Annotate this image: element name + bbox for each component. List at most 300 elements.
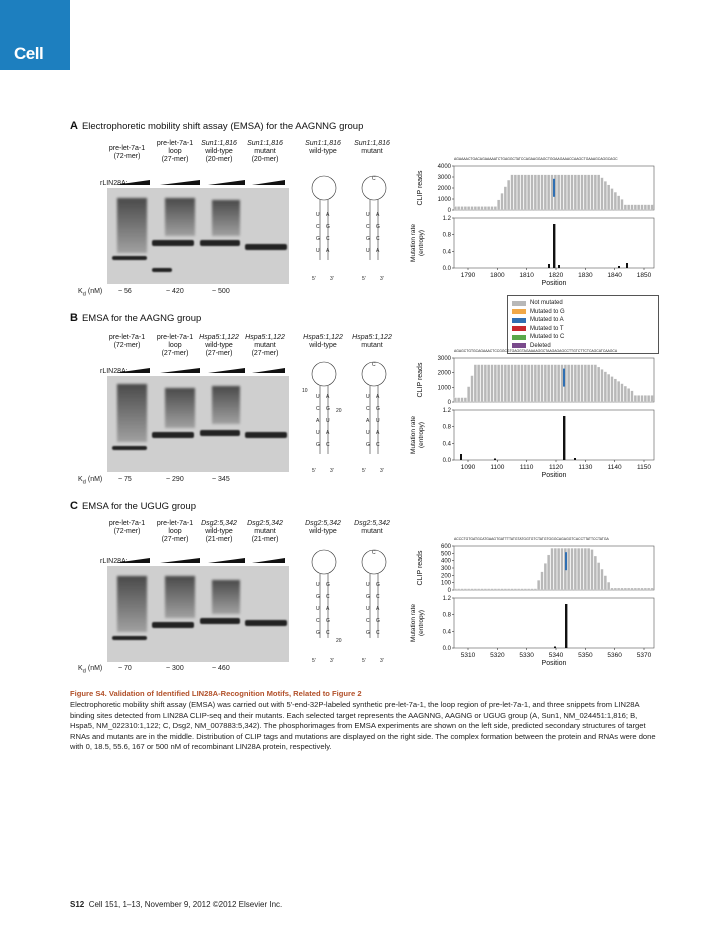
coverage-bar bbox=[507, 180, 510, 210]
coverage-bar bbox=[574, 365, 577, 402]
panel-b-lane-3-label: Hspa5:1,122 wild-type (27-mer) bbox=[199, 334, 239, 357]
coverage-bar bbox=[527, 365, 530, 402]
coverage-bar bbox=[544, 175, 547, 210]
coverage-bar bbox=[624, 588, 627, 590]
svg-text:3′: 3′ bbox=[380, 468, 384, 474]
x-tick-label: 1850 bbox=[636, 272, 652, 279]
mut-y-axis-label: Mutation rate bbox=[410, 224, 417, 262]
mut-y-axis-label: Mutation rate bbox=[410, 416, 417, 454]
coverage-bar bbox=[577, 175, 580, 210]
x-axis-label: Position bbox=[541, 280, 567, 287]
coverage-bar bbox=[551, 548, 554, 590]
coverage-bar bbox=[644, 205, 647, 210]
coverage-bar bbox=[567, 365, 570, 402]
coverage-bar bbox=[624, 386, 627, 402]
coverage-bar bbox=[511, 589, 514, 590]
svg-text:U: U bbox=[316, 212, 320, 218]
coverage-bar bbox=[617, 381, 620, 402]
legend-item-deleted: Deleted bbox=[512, 342, 584, 350]
coverage-bar bbox=[497, 365, 500, 402]
clip-y-tick-label: 1000 bbox=[437, 385, 451, 392]
svg-text:C: C bbox=[376, 630, 380, 636]
mut-y-tick-label: 0.4 bbox=[442, 441, 451, 448]
mut-y-axis-sublabel: (entropy) bbox=[418, 229, 425, 257]
mutation-bar bbox=[460, 454, 462, 460]
panel-a-concentration-wedges bbox=[110, 180, 285, 185]
coverage-bar bbox=[601, 369, 604, 402]
svg-text:3′: 3′ bbox=[330, 276, 334, 282]
mut-y-tick-label: 0.4 bbox=[442, 249, 451, 256]
coverage-bar bbox=[474, 206, 477, 210]
sequence-text: AGAGCTGTGCAGAAACTCCGGCGTGAGGTAGAAAAGGCTAAGAGAGCCTTGTCTTCTCAGCATCAAGCA bbox=[454, 349, 618, 353]
svg-text:G: G bbox=[366, 594, 370, 600]
legend-item-not-mutated: Not mutated bbox=[512, 299, 584, 307]
panel-c-kd-value-2: ~ 300 bbox=[166, 665, 184, 672]
clip-y-axis-label: CLIP reads bbox=[417, 170, 424, 206]
clip-y-axis-label: CLIP reads bbox=[417, 362, 424, 398]
panel-a-lane-1-label: pre-let-7a-1 (72-mer) bbox=[108, 145, 146, 160]
clip-y-tick-label: 0 bbox=[447, 400, 451, 406]
mutation-peak bbox=[565, 604, 567, 648]
mutation-bar bbox=[548, 264, 550, 268]
coverage-bar bbox=[567, 548, 570, 590]
x-tick-label: 1840 bbox=[607, 272, 622, 279]
coverage-bar bbox=[651, 395, 654, 402]
svg-text:A: A bbox=[376, 248, 380, 254]
coverage-bar bbox=[501, 589, 504, 590]
coverage-bar bbox=[497, 200, 500, 210]
coverage-bar bbox=[561, 175, 564, 210]
mutation-bar bbox=[494, 459, 496, 461]
coverage-bar bbox=[517, 175, 520, 210]
coverage-bar bbox=[644, 588, 647, 590]
sequence-text: AGAAAACTGACAGAAAAATCTGAGGCTATCCAGAAGGAGCTGGAAGAAACCAAGCTGAAAGCAGGCAGC bbox=[454, 157, 618, 161]
coverage-bar bbox=[547, 555, 550, 590]
coverage-bar bbox=[471, 589, 474, 590]
journal-logo-text: Cell bbox=[14, 44, 44, 63]
svg-text:C: C bbox=[372, 550, 376, 556]
svg-text:C: C bbox=[316, 224, 320, 230]
coverage-bar bbox=[641, 395, 644, 402]
panel-c-structure-2-label: Dsg2:5,342 mutant bbox=[354, 520, 390, 535]
coverage-bar bbox=[581, 365, 584, 402]
coverage-bar bbox=[627, 388, 630, 402]
x-tick-label: 1830 bbox=[578, 272, 593, 279]
svg-text:3′: 3′ bbox=[330, 658, 334, 664]
coverage-bar bbox=[551, 175, 554, 210]
mutation-bar bbox=[574, 458, 576, 460]
coverage-bar bbox=[554, 365, 557, 402]
coverage-bar bbox=[577, 548, 580, 590]
svg-text:A: A bbox=[326, 606, 330, 612]
svg-text:C: C bbox=[376, 442, 380, 448]
svg-text:A: A bbox=[326, 212, 330, 218]
coverage-bar bbox=[621, 384, 624, 402]
coverage-bar bbox=[471, 206, 474, 210]
coverage-bar bbox=[547, 365, 550, 402]
coverage-bar bbox=[457, 589, 460, 590]
svg-text:C: C bbox=[372, 362, 376, 368]
coverage-bar bbox=[547, 175, 550, 210]
coverage-bar bbox=[524, 589, 527, 590]
clip-y-tick-label: 600 bbox=[440, 544, 451, 550]
clip-y-tick-label: 1000 bbox=[437, 197, 451, 203]
coverage-bar bbox=[581, 175, 584, 210]
coverage-bar bbox=[607, 582, 610, 590]
coverage-bar bbox=[637, 395, 640, 402]
panel-c-lane-2-label: pre-let-7a-1 loop (27-mer) bbox=[156, 520, 194, 543]
coverage-bar bbox=[481, 589, 484, 590]
coverage-bar bbox=[561, 548, 564, 590]
svg-text:G: G bbox=[316, 236, 320, 242]
svg-text:U: U bbox=[316, 582, 320, 588]
coverage-bar bbox=[537, 580, 540, 590]
coverage-bar bbox=[591, 550, 594, 590]
clip-y-tick-label: 300 bbox=[440, 566, 451, 572]
panel-c-gel-image bbox=[107, 566, 289, 662]
coverage-bar bbox=[511, 365, 514, 402]
svg-text:G: G bbox=[376, 406, 380, 412]
svg-text:G: G bbox=[326, 618, 330, 624]
svg-text:C: C bbox=[366, 618, 370, 624]
coverage-bar bbox=[517, 589, 520, 590]
coverage-bar bbox=[631, 205, 634, 210]
legend-item-mutated-to-t: Mutated to T bbox=[512, 325, 584, 333]
coverage-bar bbox=[487, 365, 490, 402]
coverage-bar bbox=[651, 205, 654, 210]
coverage-bar bbox=[534, 175, 537, 210]
svg-text:U: U bbox=[316, 248, 320, 254]
coverage-bar bbox=[611, 377, 614, 402]
coverage-bar bbox=[491, 589, 494, 590]
panel-c-lane-4-label: Dsg2:5,342 mutant (21-mer) bbox=[247, 520, 283, 543]
panel-c-structure-1-label: Dsg2:5,342 wild-type bbox=[305, 520, 341, 535]
x-tick-label: 5360 bbox=[607, 652, 622, 659]
journal-logo bbox=[0, 0, 70, 70]
mut-y-tick-label: 0.0 bbox=[442, 646, 451, 652]
svg-text:C: C bbox=[326, 236, 330, 242]
coverage-bar bbox=[624, 205, 627, 210]
coverage-bar bbox=[641, 205, 644, 210]
figure-2-link[interactable]: Figure 2 bbox=[332, 689, 362, 698]
coverage-bar bbox=[487, 589, 490, 590]
coverage-bar bbox=[557, 175, 560, 210]
panel-b-clip-plot bbox=[408, 344, 662, 484]
svg-text:U: U bbox=[366, 430, 370, 436]
coverage-bar bbox=[514, 589, 517, 590]
coverage-bar bbox=[487, 206, 490, 210]
panel-a-structure-1-label: Sun1:1,816 wild-type bbox=[305, 140, 341, 155]
coverage-bar bbox=[601, 569, 604, 590]
svg-text:A: A bbox=[326, 248, 330, 254]
svg-text:5′: 5′ bbox=[312, 276, 316, 282]
coverage-bar bbox=[554, 548, 557, 590]
coverage-bar bbox=[574, 175, 577, 210]
x-tick-label: 5330 bbox=[519, 652, 534, 659]
clip-y-tick-label: 100 bbox=[440, 580, 451, 587]
svg-text:U: U bbox=[366, 394, 370, 400]
mut-y-axis-sublabel: (entropy) bbox=[418, 609, 425, 637]
mutation-bar bbox=[558, 265, 560, 268]
svg-text:10: 10 bbox=[302, 388, 308, 394]
svg-text:A: A bbox=[366, 418, 370, 424]
coverage-bar bbox=[627, 588, 630, 590]
coverage-bar bbox=[637, 588, 640, 590]
panel-a-rna-structures bbox=[302, 160, 402, 290]
svg-text:5′: 5′ bbox=[312, 658, 316, 664]
svg-text:20: 20 bbox=[336, 408, 342, 414]
x-tick-label: 1150 bbox=[637, 464, 651, 471]
coverage-bar bbox=[617, 588, 620, 590]
sequence-text: ACCCTGTGATGCATGAAGTGATTTTATGTATGGTGTCTATGTGGGCAGAGGTCACCTTATTCCTATGA bbox=[454, 537, 609, 541]
x-tick-label: 5340 bbox=[548, 652, 564, 659]
legend-item-mutated-to-g: Mutated to G bbox=[512, 308, 584, 316]
svg-text:5′: 5′ bbox=[312, 468, 316, 474]
coverage-bar bbox=[631, 588, 634, 590]
coverage-bar bbox=[584, 175, 587, 210]
panel-a-lane-2-label: pre-let-7a-1 loop (27-mer) bbox=[156, 140, 194, 163]
coverage-bar bbox=[497, 589, 500, 590]
mutation-highlight bbox=[563, 369, 565, 387]
svg-text:5′: 5′ bbox=[362, 658, 366, 664]
coverage-bar bbox=[507, 365, 510, 402]
coverage-bar bbox=[644, 395, 647, 402]
clip-y-tick-label: 400 bbox=[440, 558, 451, 565]
coverage-bar bbox=[521, 589, 524, 590]
coverage-bar bbox=[527, 175, 530, 210]
svg-text:C: C bbox=[376, 236, 380, 242]
svg-text:G: G bbox=[326, 224, 330, 230]
panel-a-lane-3-label: Sun1:1,816 wild-type (20-mer) bbox=[201, 140, 237, 163]
panel-b-heading: B EMSA for the AAGNG group bbox=[70, 312, 202, 324]
panel-a-kd-value-1: ~ 56 bbox=[118, 288, 132, 295]
coverage-bar bbox=[594, 556, 597, 590]
coverage-bar bbox=[571, 365, 574, 402]
coverage-bar bbox=[524, 365, 527, 402]
coverage-bar bbox=[564, 175, 567, 210]
coverage-bar bbox=[527, 589, 530, 590]
svg-text:U: U bbox=[376, 418, 380, 424]
svg-text:U: U bbox=[366, 606, 370, 612]
coverage-bar bbox=[641, 588, 644, 590]
x-tick-label: 5350 bbox=[578, 652, 593, 659]
svg-text:C: C bbox=[372, 176, 376, 182]
coverage-bar bbox=[561, 365, 564, 402]
coverage-bar bbox=[647, 588, 650, 590]
panel-b-kd-label: $K_d$ (nM) bbox=[78, 476, 103, 486]
coverage-bar bbox=[544, 563, 547, 590]
panel-c-clip-plot bbox=[408, 532, 662, 672]
mut-y-tick-label: 0.8 bbox=[442, 232, 451, 239]
panel-a-rlin28a-label: rLIN28A: bbox=[100, 180, 128, 187]
svg-text:A: A bbox=[376, 606, 380, 612]
coverage-bar bbox=[611, 189, 614, 210]
panel-c-rna-structures bbox=[302, 538, 402, 670]
panel-a-clip-plot bbox=[408, 152, 662, 292]
coverage-bar bbox=[534, 589, 537, 590]
clip-y-tick-label: 3000 bbox=[437, 175, 451, 181]
svg-text:A: A bbox=[376, 394, 380, 400]
clip-y-tick-label: 500 bbox=[440, 551, 451, 558]
page-number: S12 bbox=[70, 900, 85, 909]
coverage-bar bbox=[464, 589, 467, 590]
panel-c-concentration-wedges bbox=[110, 558, 285, 563]
coverage-bar bbox=[464, 398, 467, 402]
coverage-bar bbox=[467, 387, 470, 402]
coverage-bar bbox=[594, 365, 597, 402]
coverage-bar bbox=[571, 175, 574, 210]
panel-c-kd-label: $K_d$ (nM) bbox=[78, 665, 103, 675]
panel-b-lane-1-label: pre-let-7a-1 (72-mer) bbox=[108, 334, 146, 349]
coverage-bar bbox=[504, 365, 507, 402]
x-tick-label: 1120 bbox=[549, 464, 563, 471]
mut-y-tick-label: 1.2 bbox=[442, 216, 451, 222]
coverage-bar bbox=[457, 206, 460, 210]
coverage-bar bbox=[491, 206, 494, 210]
clip-y-tick-label: 4000 bbox=[437, 164, 451, 170]
mutation-bar bbox=[626, 263, 628, 268]
panel-b-lane-4-label: Hspa5:1,122 mutant (27-mer) bbox=[245, 334, 285, 357]
coverage-bar bbox=[647, 395, 650, 402]
coverage-bar bbox=[531, 175, 534, 210]
svg-text:G: G bbox=[316, 630, 320, 636]
svg-text:G: G bbox=[316, 442, 320, 448]
coverage-bar bbox=[521, 365, 524, 402]
svg-text:G: G bbox=[366, 236, 370, 242]
coverage-bar bbox=[591, 175, 594, 210]
caption-title: Figure S4. Validation of Identified LIN28A-Recognition Motifs, Related to Figure 2 bbox=[70, 689, 362, 698]
svg-text:U: U bbox=[366, 582, 370, 588]
x-tick-label: 1790 bbox=[460, 272, 476, 279]
svg-text:C: C bbox=[316, 406, 320, 412]
panel-b-rlin28a-label: rLIN28A: bbox=[100, 368, 128, 375]
coverage-bar bbox=[584, 548, 587, 590]
coverage-bar bbox=[614, 192, 617, 210]
panel-a-heading: A Electrophoretic mobility shift assay (EMSA) for the AAGNNG group bbox=[70, 120, 364, 132]
svg-text:C: C bbox=[316, 618, 320, 624]
panel-c-kd-value-3: ~ 460 bbox=[212, 665, 230, 672]
coverage-bar bbox=[454, 398, 457, 402]
x-axis-label: Position bbox=[541, 660, 567, 667]
clip-y-tick-label: 3000 bbox=[437, 356, 451, 362]
svg-text:C: C bbox=[366, 406, 370, 412]
mutation-rate-frame bbox=[454, 598, 654, 648]
svg-text:20: 20 bbox=[336, 638, 342, 644]
legend-item-mutated-to-a: Mutated to A bbox=[512, 316, 584, 324]
panel-b-gel-image bbox=[107, 376, 289, 472]
coverage-bar bbox=[634, 588, 637, 590]
coverage-bar bbox=[501, 365, 504, 402]
coverage-bar bbox=[567, 175, 570, 210]
svg-text:C: C bbox=[326, 442, 330, 448]
coverage-bar bbox=[481, 206, 484, 210]
coverage-bar bbox=[611, 588, 614, 590]
coverage-bar bbox=[477, 206, 480, 210]
panel-a-kd-label: $K_d$ (nM) bbox=[78, 288, 103, 298]
coverage-bar bbox=[494, 365, 497, 402]
svg-text:A: A bbox=[316, 418, 320, 424]
mut-y-tick-label: 0.0 bbox=[442, 458, 451, 464]
clip-y-tick-label: 200 bbox=[440, 573, 451, 580]
coverage-bar bbox=[537, 175, 540, 210]
coverage-bar bbox=[637, 205, 640, 210]
svg-text:C: C bbox=[366, 224, 370, 230]
x-tick-label: 1110 bbox=[519, 464, 534, 471]
coverage-bar bbox=[461, 206, 464, 210]
coverage-bar bbox=[507, 589, 510, 590]
coverage-bar bbox=[574, 548, 577, 590]
coverage-bar bbox=[464, 206, 467, 210]
svg-text:U: U bbox=[366, 212, 370, 218]
coverage-bar bbox=[541, 572, 544, 590]
coverage-bar bbox=[514, 365, 517, 402]
mutation-peak bbox=[553, 224, 555, 268]
coverage-bar bbox=[557, 548, 560, 590]
coverage-bar bbox=[534, 365, 537, 402]
svg-text:A: A bbox=[326, 430, 330, 436]
clip-y-tick-label: 0 bbox=[447, 208, 451, 214]
coverage-bar bbox=[601, 178, 604, 210]
coverage-bar bbox=[537, 365, 540, 402]
mutation-highlight bbox=[553, 179, 555, 197]
coverage-bar bbox=[604, 576, 607, 590]
panel-c-lane-3-label: Dsg2:5,342 wild-type (21-mer) bbox=[201, 520, 237, 543]
x-tick-label: 1800 bbox=[490, 272, 505, 279]
x-tick-label: 1140 bbox=[607, 464, 622, 471]
coverage-bar bbox=[531, 365, 534, 402]
mut-y-axis-label: Mutation rate bbox=[410, 604, 417, 642]
coverage-bar bbox=[481, 365, 484, 402]
caption-body: Electrophoretic mobility shift assay (EMSA) was carried out with 5′-end-32P-labeled synthetic pre-let-7a-1, the loop region of pre-let-7a-1, and three snippets from LIN28A binding sites detected from LIN28A CLIP-seq and their mutants. Each selected target represents the AAGNNG, AAGNG or UGUG group (A, Sun1, NM_024451:1,816; B, Hspa5, NM_022310:1,122; C, Dsg2, NM_007883:5,342). The phosphorimages from EMSA experiments are shown on the left side, predicted secondary structures of target RNAs and mutants are in the middle. Distribution of CLIP tags and mutations are displayed on the right side. The complex formation between the protein and RNAs were done with 0, 18.5, 55.6, 167 or 500 nM of recombinant LIN28A protein, respectively. bbox=[70, 700, 656, 752]
coverage-bar bbox=[587, 175, 590, 210]
coverage-bar bbox=[604, 181, 607, 210]
coverage-bar bbox=[501, 193, 504, 210]
figure-caption bbox=[70, 689, 662, 752]
coverage-bar bbox=[597, 563, 600, 590]
mutation-bar bbox=[554, 647, 556, 649]
panel-b-structure-2-label: Hspa5:1,122 mutant bbox=[352, 334, 392, 349]
svg-text:U: U bbox=[326, 418, 330, 424]
coverage-bar bbox=[471, 376, 474, 402]
svg-text:U: U bbox=[366, 248, 370, 254]
svg-text:5′: 5′ bbox=[362, 276, 366, 282]
x-axis-label: Position bbox=[541, 472, 567, 479]
mut-y-tick-label: 0.4 bbox=[442, 629, 451, 636]
panel-b-concentration-wedges bbox=[110, 368, 285, 373]
coverage-bar bbox=[594, 175, 597, 210]
coverage-bar bbox=[651, 588, 654, 590]
coverage-bar bbox=[587, 365, 590, 402]
coverage-bar bbox=[461, 589, 464, 590]
clip-y-axis-label: CLIP reads bbox=[417, 550, 424, 586]
mutation-highlight bbox=[565, 552, 567, 570]
coverage-bar bbox=[584, 365, 587, 402]
svg-text:5′: 5′ bbox=[362, 468, 366, 474]
coverage-bar bbox=[504, 187, 507, 210]
coverage-bar bbox=[474, 589, 477, 590]
coverage-bar bbox=[467, 589, 470, 590]
coverage-bar bbox=[454, 589, 457, 590]
coverage-bar bbox=[607, 185, 610, 210]
x-tick-label: 1130 bbox=[578, 464, 593, 471]
coverage-bar bbox=[617, 196, 620, 210]
svg-text:3′: 3′ bbox=[330, 468, 334, 474]
coverage-bar bbox=[541, 175, 544, 210]
coverage-bar bbox=[511, 175, 514, 210]
svg-text:G: G bbox=[316, 594, 320, 600]
panel-a-kd-value-2: ~ 420 bbox=[166, 288, 184, 295]
svg-text:3′: 3′ bbox=[380, 276, 384, 282]
